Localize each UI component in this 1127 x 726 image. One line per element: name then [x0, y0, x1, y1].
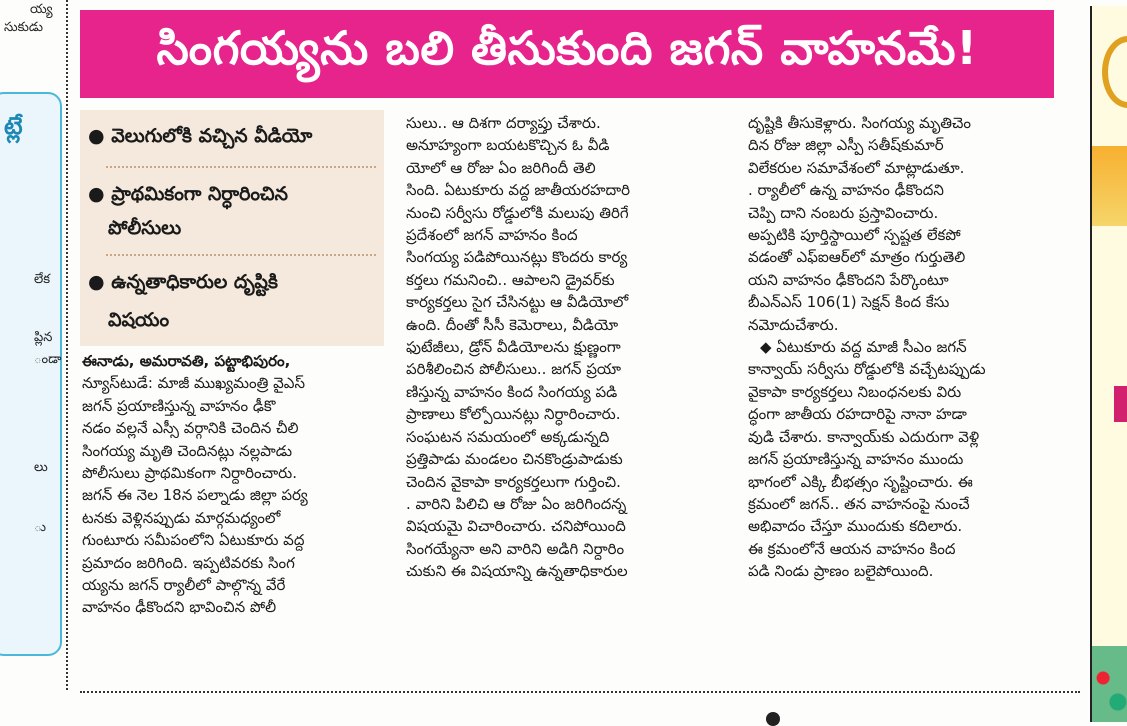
article-line: యోలో ఆ రోజు ఏం జరిగిందీ తెలి	[406, 158, 596, 177]
article-line: . వారిని పిలిచి ఆ రోజు ఏం జరిగిందన్న	[406, 494, 627, 513]
article-line: దృష్టికి తీసుకెళ్లారు. సింగయ్య మృతిచెం	[748, 114, 972, 132]
article-line: సింగయ్య పడిపోయినట్లు కొందరు కార్య	[406, 248, 628, 267]
article-line: జగన్ ప్రయాణిస్తున్న వాహనం ముందు	[748, 450, 964, 469]
fragment-text: లేక	[34, 272, 51, 287]
highlight-separator	[106, 254, 376, 256]
panel-heading: ట్లే	[4, 112, 23, 140]
article-line: ప్రదేశంలో జగన్ వాహనం కింద	[406, 226, 578, 245]
article-line: వాహనం ఢీకొందని భావించిన పోలీ	[82, 598, 277, 617]
article-line: ప్రత్తిపాడు మండలం చినకొండ్రుపాడుకు	[406, 450, 623, 469]
article-line: విషయమై విచారించారు. చనిపోయింది	[406, 517, 626, 536]
article-line: చెందిన వైకాపా కార్యకర్తలుగా గుర్తించి.	[406, 472, 621, 491]
article-line: జగన్ ప్రయాణిస్తున్న వాహనం ఢీకొ	[82, 396, 276, 415]
article-line: అభివాదం చేస్తూ ముందుకు కదిలారు.	[748, 517, 963, 536]
fragment-text: య్య	[30, 2, 53, 17]
article-line: బీఎన్ఎస్ 106(1) సెక్షన్ కింద కేసు	[748, 293, 950, 312]
article-line: విలేకరుల సమావేశంలో మాట్లాడుతూ.	[748, 158, 965, 177]
article-column-2	[406, 112, 722, 583]
adjacent-column-fragment	[0, 0, 62, 722]
fragment-text: సుకుడు	[4, 20, 44, 35]
highlights-box	[80, 110, 384, 346]
advertisement-strip	[1090, 6, 1127, 722]
article-line: పోలీసులు ప్రాథమికంగా నిర్ధారించారు.	[82, 464, 298, 483]
article-line: నుంచి సర్వీసు రోడ్డులోకి మలుపు తిరిగే	[406, 203, 629, 222]
article-line: సింగయ్య మృతి చెందినట్లు నల్లపాడు	[82, 441, 293, 460]
ad-decoration-icon	[1102, 36, 1127, 108]
article-line: ఈనాడు, అమరావతి, పట్టాభిపురం,	[82, 352, 291, 370]
article-line: సింగయ్యేనా అని వారిని అడిగి నిర్ధారిం	[406, 539, 625, 558]
article-line: సింది. ఏటుకూరు వద్ద జాతీయరహదారి	[406, 181, 631, 200]
article-line: గుంటూరు సమీపంలోని ఏటుకూరు వద్ద	[82, 531, 305, 550]
article-line: కాన్వాయ్ సర్వీసు రోడ్డులోకి వచ్చేటప్పుడు	[748, 360, 986, 379]
article-line: ణిస్తున్న వాహనం కింద సింగయ్య పడి	[406, 382, 618, 401]
highlight-separator	[106, 166, 376, 168]
article-line: నడం వల్లనే ఎస్సీ వర్గానికి చెందిన చీలి	[82, 419, 299, 438]
article-line: దిన రోజు జిల్లా ఎస్పీ సతీష్‌కుమార్	[748, 136, 944, 155]
article-line: యని వాహనం ఢీకొందని పేర్కొంటూ	[748, 270, 949, 289]
article-line: న్యూస్‌టుడే: మాజీ ముఖ్యమంత్రి వైఎస్	[82, 374, 305, 393]
article-line: వడంతో ఎఫ్ఐఆర్‌లో మాత్రం గుర్తుతెలి	[748, 248, 966, 267]
article-line: చెప్పి దాని నంబరు ప్రస్తావించారు.	[748, 203, 939, 222]
article-line: ప్రాణాలు కోల్పోయినట్లు నిర్ధారించారు.	[406, 405, 621, 424]
article-line: సంఘటన సమయంలో అక్కడున్నది	[406, 427, 610, 446]
headline-banner	[80, 10, 1054, 98]
article-line: వుడి చేశారు. కాన్వాయ్‌కు ఎదురుగా వెళ్లి	[748, 427, 980, 446]
article-line: చుకుని ఈ విషయాన్ని ఉన్నతాధికారుల	[406, 562, 628, 581]
article-line: ద్ధంగా జాతీయ రహదారిపై నానా హడా	[748, 405, 967, 424]
article-line: ప్రమాదం జరిగింది. ఇప్పటివరకు సింగ	[82, 553, 295, 572]
article-line: య్యను జగన్ ర్యాలీలో పాల్గొన్న వేరే	[82, 576, 286, 595]
headline-text: సింగయ్యను బలి తీసుకుంది జగన్ వాహనమే!	[156, 21, 978, 75]
article-line: భాగంలో ఎక్కి బీభత్సం సృష్టించారు. ఈ	[748, 472, 973, 491]
ad-color-band	[1114, 386, 1127, 422]
section-divider	[80, 691, 1080, 693]
article-line: ఉంది. దీంతో సీసీ కెమెరాలు, వీడియో	[406, 315, 619, 334]
highlight-item: ● వెలుగులోకి వచ్చిన వీడియో	[88, 125, 313, 147]
ad-flower-image	[1092, 646, 1127, 722]
article-line: నమోదుచేశారు.	[748, 315, 839, 334]
article-line: ఫుటేజీలు, డ్రోన్ వీడియోలను క్షుణ్ణంగా	[406, 338, 621, 357]
article-line: . ర్యాలీలో ఉన్న వాహనం ఢీకొందని	[748, 181, 944, 200]
next-article-glyph	[766, 712, 780, 726]
article-line: పడి నిండు ప్రాణం బలైపోయింది.	[748, 562, 934, 581]
article-line: అప్పటికి పూర్తిస్థాయిలో స్పష్టత లేకపో	[748, 226, 961, 245]
article-line: అనూహ్యంగా బయటకొచ్చిన ఓ వీడి	[406, 136, 610, 155]
fragment-text: ు	[34, 520, 47, 535]
article-line: ఈ క్రమంలోనే ఆయన వాహనం కింద	[748, 539, 956, 558]
highlight-text: ఉన్నతాధికారుల దృష్టికి	[111, 271, 278, 293]
article-line: ◆ ఏటుకూరు వద్ద మాజీ సీఎం జగన్	[760, 338, 967, 357]
article-line: టనకు వెళ్లినప్పుడు మార్గమధ్యంలో	[82, 508, 281, 527]
fragment-text: ప్లిన	[34, 330, 53, 345]
highlight-item: ● ప్రాథమికంగా నిర్ధారించిన	[88, 183, 288, 205]
article-line: సులు.. ఆ దిశగా దర్యాప్తు చేశారు.	[406, 114, 601, 132]
article-line: వైకాపా కార్యకర్తలు నిబంధనలకు విరు	[748, 382, 962, 401]
article-column-1	[82, 350, 384, 619]
highlight-item: ● ఉన్నతాధికారుల దృష్టికి	[88, 271, 278, 293]
highlight-text: వెలుగులోకి వచ్చిన వీడియో	[111, 125, 313, 147]
article-column-3	[748, 112, 1066, 583]
fragment-text: ండా	[34, 352, 62, 367]
article-line: కార్యకర్తలు సైగ చేసినట్టు ఆ వీడియోలో	[406, 293, 629, 312]
article-line: పరిశీలించిన పోలీసులు.. జగన్ ప్రయా	[406, 360, 621, 379]
article-line: జగన్ ఈ నెల 18న పల్నాడు జిల్లా పర్య	[82, 486, 308, 505]
ad-color-band	[1092, 146, 1127, 226]
highlight-item-continued: విషయం	[108, 309, 170, 331]
adjacent-info-panel	[0, 92, 62, 656]
column-divider	[66, 0, 68, 690]
article-line: కర్తలు గమనించి.. ఆపాలని డ్రైవర్‌కు	[406, 270, 615, 289]
article-line: క్రమంలో జగన్.. తన వాహనంపై నుంచే	[748, 494, 970, 513]
fragment-text: లు	[34, 460, 48, 475]
highlight-item-continued: పోలీసులు	[108, 217, 182, 239]
highlight-text: ప్రాథమికంగా నిర్ధారించిన	[111, 183, 288, 205]
